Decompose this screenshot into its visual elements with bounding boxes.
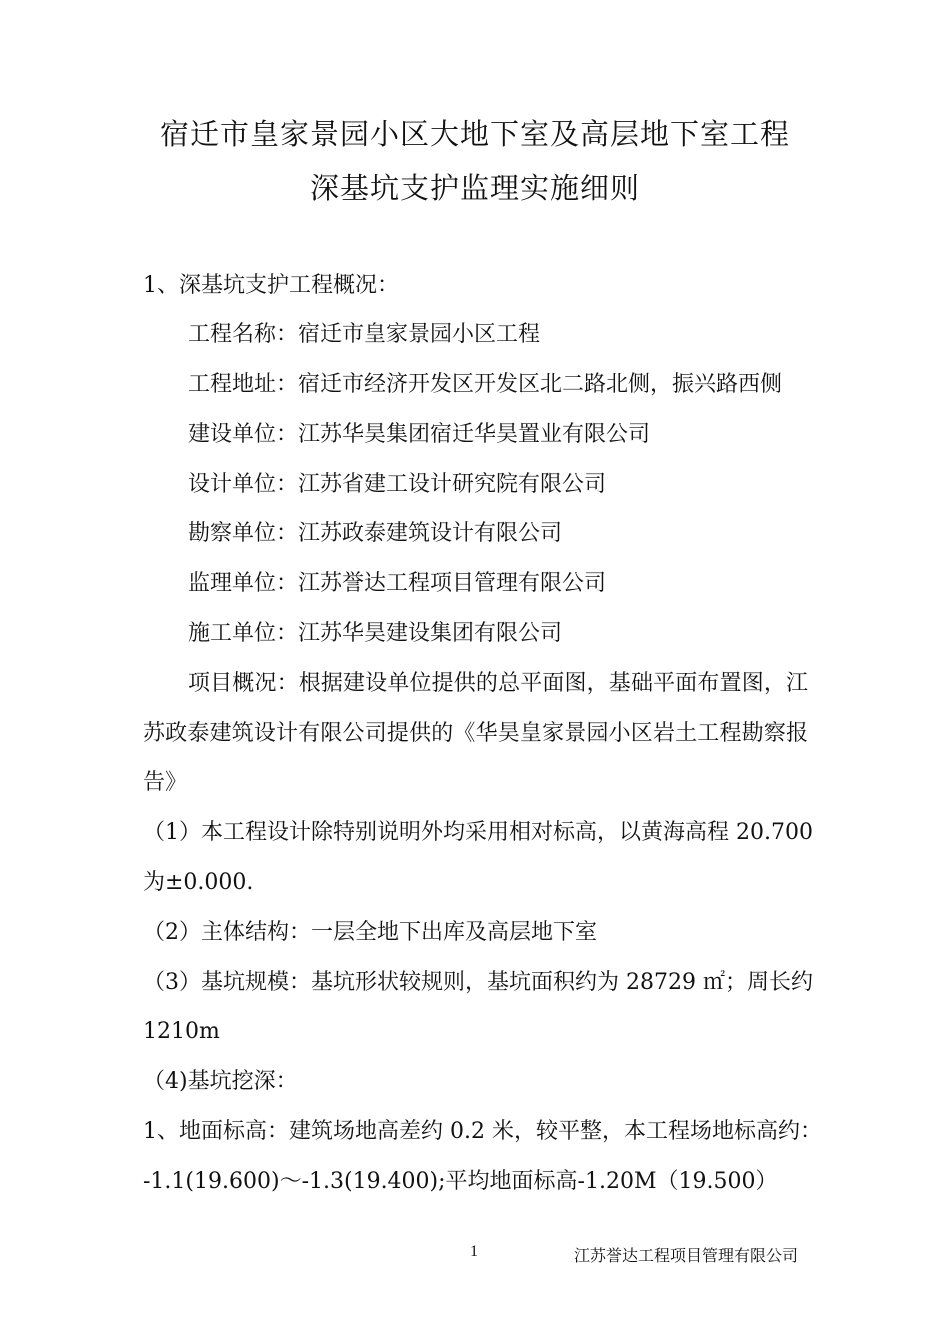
item-4: （4)基坑挖深：: [143, 1069, 298, 1094]
design-unit: 设计单位：江苏省建工设计研究院有限公司: [188, 472, 607, 497]
item-1-line-1: （1）本工程设计除特别说明外均采用相对标高，以黄海高程 20.700: [143, 820, 813, 845]
item-3-line-1: （3）基坑规模：基坑形状较规则，基坑面积约为 28729 ㎡；周长约: [143, 970, 813, 995]
sub-item-1-line-1: 1、地面标高：建筑场地高差约 0.2 米，较平整，本工程场地标高约：: [143, 1119, 822, 1144]
page-number: 1: [470, 1243, 478, 1260]
project-address: 工程地址：宿迁市经济开发区开发区北二路北侧，振兴路西侧: [188, 372, 783, 397]
contractor-unit: 施工单位：江苏华昊建设集团有限公司: [188, 621, 563, 646]
sub-item-1-line-2: -1.1(19.600)～-1.3(19.400);平均地面标高-1.20M（19.500）: [143, 1169, 778, 1194]
construction-unit: 建设单位：江苏华昊集团宿迁华昊置业有限公司: [188, 422, 651, 447]
item-2: （2）主体结构：一层全地下出库及高层地下室: [143, 920, 597, 945]
footer-organization: 江苏誉达工程项目管理有限公司: [574, 1246, 799, 1265]
project-overview-line-3: 告》: [143, 770, 188, 795]
project-overview-line-1: 项目概况：根据建设单位提供的总平面图，基础平面布置图，江: [188, 671, 808, 696]
supervision-unit: 监理单位：江苏誉达工程项目管理有限公司: [188, 571, 607, 596]
item-3-line-2: 1210m: [143, 1019, 220, 1044]
item-1-line-2: 为±0.000.: [143, 870, 254, 895]
document-title-line-1: 宿迁市皇家景园小区大地下室及高层地下室工程: [159, 117, 790, 151]
section-heading: 1、深基坑支护工程概况：: [143, 273, 399, 298]
project-name: 工程名称：宿迁市皇家景园小区工程: [188, 322, 541, 347]
survey-unit: 勘察单位：江苏政泰建筑设计有限公司: [188, 521, 563, 546]
document-title-line-2: 深基坑支护监理实施细则: [309, 171, 640, 205]
project-overview-line-2: 苏政泰建筑设计有限公司提供的《华昊皇家景园小区岩土工程勘察报: [143, 721, 808, 746]
